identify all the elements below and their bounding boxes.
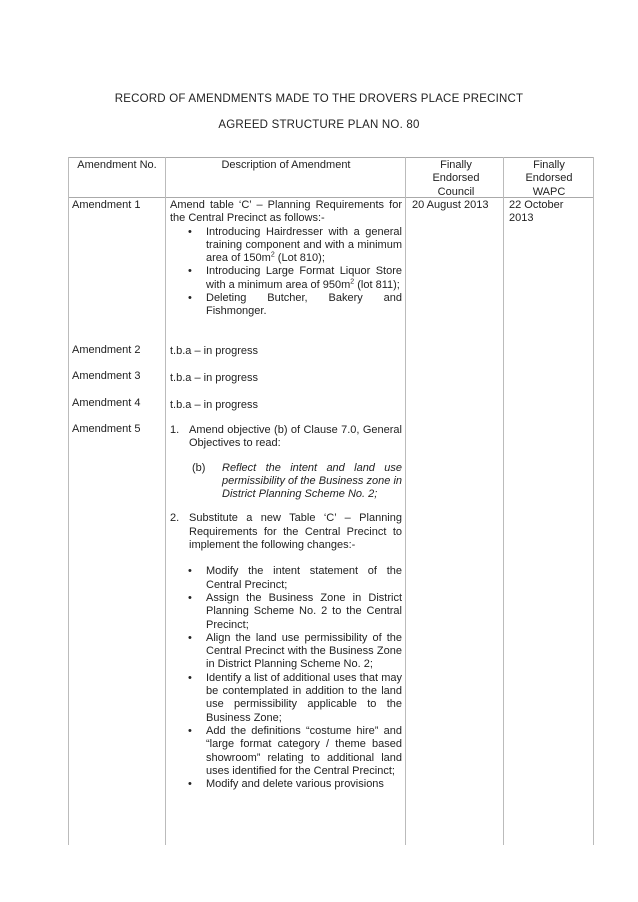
table-top-border bbox=[68, 157, 593, 158]
list-item: • Align the land use permissibility of the Central Precinct with the Business Zone in District Planning Scheme No. 2; bbox=[206, 632, 402, 672]
amendment-description bbox=[170, 424, 402, 791]
column-divider bbox=[68, 157, 69, 845]
amendment-number: Amendment 4 bbox=[72, 397, 141, 409]
header-wapc: Finally Endorsed WAPC bbox=[525, 159, 573, 198]
list-item: • Introducing Large Format Liquor Store with a minimum area of $950m^2$ (lot 811); bbox=[206, 265, 402, 292]
column-divider bbox=[405, 157, 406, 845]
list-item: • Identify a list of additional uses that may be contemplated in addition to the land use permissibility applicable to the Business Zone; bbox=[206, 672, 402, 725]
numbered-item: 2. Substitute a new Table ‘C’ – Planning Requirements for the Central Precinct to implement the following changes:- bbox=[170, 512, 402, 552]
amendment-number: Amendment 2 bbox=[72, 344, 141, 356]
column-divider bbox=[503, 157, 504, 845]
amendment-number: Amendment 5 bbox=[72, 423, 141, 435]
amendment-description: t.b.a – in progress bbox=[170, 399, 259, 411]
amendment-description bbox=[170, 199, 402, 319]
column-divider bbox=[165, 157, 166, 845]
objective-text: (b) Reflect the intent and land use permissibility of the Business zone in District Planning Scheme No. 2; bbox=[192, 461, 402, 501]
numbered-item: 1. Amend objective (b) of Clause 7.0, General Objectives to read: bbox=[170, 424, 402, 450]
document-subtitle: AGREED STRUCTURE PLAN NO. 80 bbox=[218, 119, 420, 131]
amendment-number: Amendment 3 bbox=[72, 370, 141, 382]
amendment-number: Amendment 1 bbox=[72, 199, 141, 211]
council-date: 20 August 2013 bbox=[412, 199, 489, 211]
change-list bbox=[170, 565, 402, 791]
header-description: Description of Amendment bbox=[221, 159, 351, 171]
list-item: • Assign the Business Zone in District Planning Scheme No. 2 to the Central Precinct; bbox=[206, 592, 402, 632]
column-divider bbox=[593, 157, 594, 845]
list-item: • Modify and delete various provisions bbox=[206, 778, 402, 791]
list-item: • Deleting Butcher, Bakery and Fishmonger. bbox=[206, 292, 402, 319]
amendment-description: t.b.a – in progress bbox=[170, 372, 259, 384]
list-item: • Add the definitions “costume hire” and “large format category / theme based showroom” relating to additional land uses identified for the Central Precinct; bbox=[206, 725, 402, 778]
header-council: Finally Endorsed Council bbox=[432, 159, 480, 198]
list-item: • Modify the intent statement of the Central Precinct; bbox=[206, 565, 402, 592]
list-item: • Introducing Hairdresser with a general training component and with a minimum area of $150m^2$ (Lot 810); bbox=[206, 226, 402, 266]
document-title: RECORD OF AMENDMENTS MADE TO THE DROVERS PLACE PRECINCT bbox=[114, 93, 524, 105]
header-amendment-no: Amendment No. bbox=[77, 159, 157, 171]
change-list bbox=[170, 226, 402, 319]
amendment-description: t.b.a – in progress bbox=[170, 345, 259, 357]
description-intro: Amend table ‘C’ – Planning Requirements for the Central Precinct as follows:- bbox=[170, 199, 402, 225]
wapc-date: 22 October 2013 bbox=[509, 199, 564, 225]
